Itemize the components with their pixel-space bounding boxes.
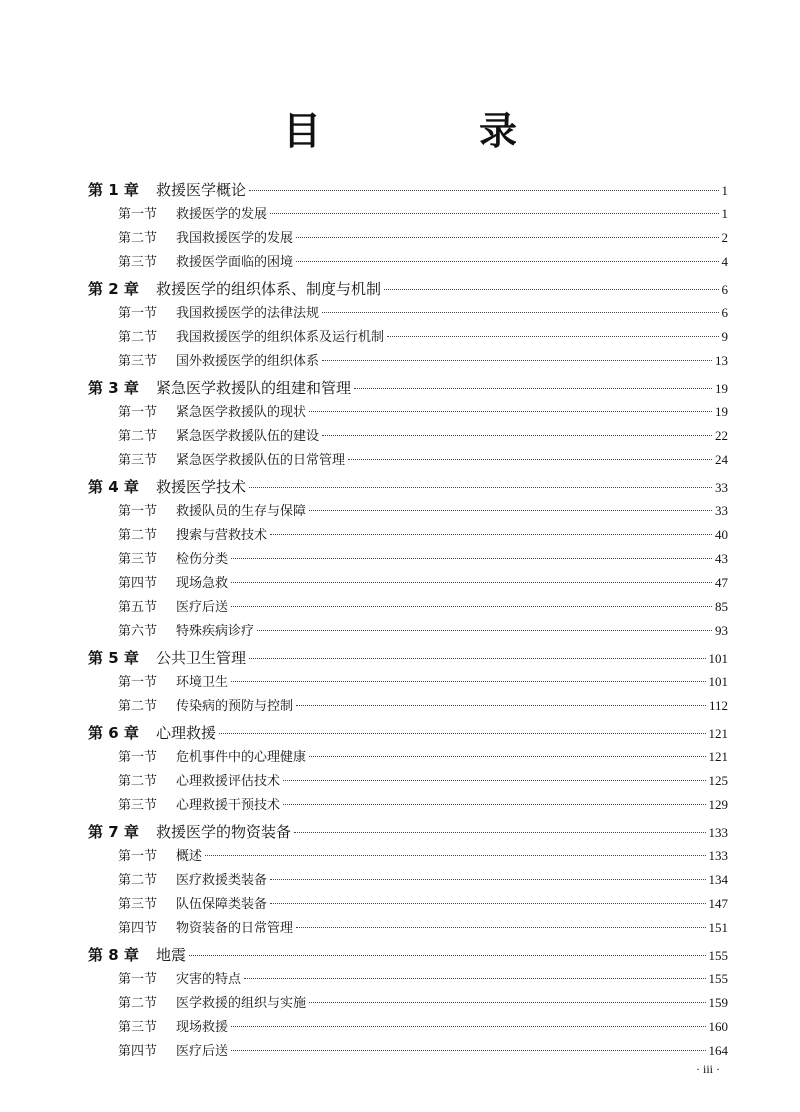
chapter-label (88, 377, 351, 398)
toc-section-entry[interactable] (88, 572, 728, 596)
section-page-number: 6 (721, 305, 728, 320)
section-title: 现场救援 (176, 1020, 229, 1035)
toc-section-entry[interactable] (88, 449, 728, 473)
chapter-number: 第 8 章 (88, 946, 139, 964)
section-title: 队伍保障类装备 (176, 897, 268, 912)
toc-section-entry[interactable] (88, 500, 728, 524)
chapter-label (88, 647, 246, 668)
toc-section-entry[interactable] (88, 746, 728, 770)
section-page-number: 121 (708, 749, 728, 764)
chapter-label (88, 179, 246, 200)
dot-leader (322, 312, 718, 313)
dot-leader (249, 487, 712, 488)
dot-leader (231, 582, 712, 583)
section-number: 第四节 (118, 576, 158, 591)
section-page-number: 129 (708, 797, 728, 812)
section-title: 紧急医学救援队的现状 (176, 405, 307, 420)
section-number: 第一节 (118, 405, 158, 420)
toc-section-entry[interactable] (88, 350, 728, 374)
dot-leader (205, 855, 705, 856)
section-title: 心理救援评估技术 (176, 774, 281, 789)
section-number: 第二节 (118, 231, 158, 246)
toc-chapter-entry[interactable] (88, 722, 728, 746)
toc-section-entry[interactable] (88, 326, 728, 350)
section-page-number: 134 (708, 872, 728, 887)
section-number: 第三节 (118, 453, 158, 468)
section-title: 环境卫生 (176, 675, 229, 690)
dot-leader (322, 435, 712, 436)
section-page-number: 43 (715, 551, 728, 566)
section-label (118, 917, 293, 936)
dot-leader (296, 237, 718, 238)
section-title: 救援医学面临的困境 (176, 255, 294, 270)
section-number: 第二节 (118, 699, 158, 714)
dot-leader (294, 832, 705, 833)
dot-leader (309, 510, 712, 511)
section-number: 第四节 (118, 921, 158, 936)
toc-section-entry[interactable] (88, 548, 728, 572)
dot-leader (296, 261, 718, 262)
dot-leader (296, 927, 705, 928)
section-number: 第二节 (118, 429, 158, 444)
section-title: 医疗后送 (176, 1044, 229, 1059)
section-page-number: 125 (708, 773, 728, 788)
section-label (118, 500, 306, 519)
chapter-label (88, 476, 246, 497)
section-title: 国外救援医学的组织体系 (176, 354, 320, 369)
section-title: 医疗救援类装备 (176, 873, 268, 888)
section-number: 第三节 (118, 798, 158, 813)
dot-leader (270, 213, 718, 214)
section-label (118, 695, 293, 714)
section-label (118, 869, 267, 888)
section-title: 传染病的预防与控制 (176, 699, 294, 714)
section-label (118, 425, 319, 444)
section-page-number: 9 (721, 329, 728, 344)
section-label (118, 968, 241, 987)
toc-section-entry[interactable] (88, 620, 728, 644)
section-number: 第三节 (118, 354, 158, 369)
section-number: 第四节 (118, 1044, 158, 1059)
section-title: 紧急医学救援队伍的建设 (176, 429, 320, 444)
dot-leader (270, 903, 705, 904)
section-page-number: 85 (715, 599, 728, 614)
toc-section-entry[interactable] (88, 794, 728, 818)
toc-section-entry[interactable] (88, 302, 728, 326)
section-page-number: 159 (708, 995, 728, 1010)
section-label (118, 1040, 228, 1059)
toc-chapter-entry[interactable] (88, 647, 728, 671)
chapter-page-number: 33 (715, 480, 728, 495)
chapter-page-number: 133 (708, 825, 728, 840)
chapter-page-number: 155 (708, 948, 728, 963)
chapter-number: 第 3 章 (88, 379, 139, 397)
section-label (118, 548, 228, 567)
chapter-title: 救援医学概论 (156, 181, 247, 199)
section-page-number: 24 (715, 452, 728, 467)
dot-leader (387, 336, 718, 337)
page-number: · iii · (696, 1062, 720, 1076)
dot-leader (257, 630, 712, 631)
toc-section-entry[interactable] (88, 1016, 728, 1040)
section-number: 第一节 (118, 504, 158, 519)
toc-chapter-entry[interactable] (88, 821, 728, 845)
section-number: 第六节 (118, 624, 158, 639)
section-label (118, 1016, 228, 1035)
dot-leader (309, 411, 712, 412)
toc-chapter-entry[interactable] (88, 278, 728, 302)
dot-leader (348, 459, 712, 460)
section-number: 第一节 (118, 972, 158, 987)
chapter-number: 第 4 章 (88, 478, 139, 496)
dot-leader (283, 780, 705, 781)
toc-chapter-entry[interactable] (88, 377, 728, 401)
section-page-number: 13 (715, 353, 728, 368)
section-label (118, 620, 254, 639)
chapter-number: 第 6 章 (88, 724, 139, 742)
dot-leader (189, 955, 705, 956)
chapter-label (88, 821, 291, 842)
section-title: 危机事件中的心理健康 (176, 750, 307, 765)
toc-section-entry[interactable] (88, 251, 728, 275)
section-page-number: 151 (708, 920, 728, 935)
section-page-number: 101 (708, 674, 728, 689)
section-label (118, 992, 306, 1011)
section-number: 第二节 (118, 528, 158, 543)
section-title: 医学救援的组织与实施 (176, 996, 307, 1011)
toc-section-entry[interactable] (88, 203, 728, 227)
chapter-page-number: 19 (715, 381, 728, 396)
chapter-title: 地震 (156, 946, 187, 964)
section-number: 第三节 (118, 255, 158, 270)
chapter-number: 第 7 章 (88, 823, 139, 841)
section-title: 物资装备的日常管理 (176, 921, 294, 936)
dot-leader (231, 1050, 705, 1051)
toc-section-entry[interactable] (88, 968, 728, 992)
dot-leader (231, 681, 705, 682)
section-label (118, 572, 228, 591)
section-page-number: 160 (708, 1019, 728, 1034)
toc-chapter-entry[interactable] (88, 944, 728, 968)
dot-leader (309, 756, 705, 757)
section-title: 我国救援医学的法律法规 (176, 306, 320, 321)
toc-section-entry[interactable] (88, 893, 728, 917)
toc-section-entry[interactable] (88, 671, 728, 695)
section-title: 现场急救 (176, 576, 229, 591)
section-label (118, 350, 319, 369)
section-title: 灾害的特点 (176, 972, 242, 987)
section-number: 第二节 (118, 774, 158, 789)
section-label (118, 596, 228, 615)
section-number: 第五节 (118, 600, 158, 615)
section-title: 搜索与营救技术 (176, 528, 268, 543)
chapter-title: 紧急医学救援队的组建和管理 (156, 379, 352, 397)
dot-leader (354, 388, 712, 389)
section-title: 医疗后送 (176, 600, 229, 615)
section-page-number: 22 (715, 428, 728, 443)
section-page-number: 1 (721, 206, 728, 221)
toc-chapter-entry[interactable] (88, 476, 728, 500)
dot-leader (231, 558, 712, 559)
section-page-number: 2 (721, 230, 728, 245)
section-page-number: 155 (708, 971, 728, 986)
toc-section-entry[interactable] (88, 227, 728, 251)
toc-section-entry[interactable] (88, 869, 728, 893)
section-label (118, 251, 293, 270)
toc-section-entry[interactable] (88, 917, 728, 941)
section-label (118, 227, 293, 246)
chapter-number: 第 5 章 (88, 649, 139, 667)
chapter-page-number: 1 (721, 183, 728, 198)
section-page-number: 4 (721, 254, 728, 269)
section-label (118, 449, 345, 468)
section-title: 特殊疾病诊疗 (176, 624, 255, 639)
section-number: 第三节 (118, 552, 158, 567)
chapter-number: 第 1 章 (88, 181, 139, 199)
page-title: 目 录 (282, 109, 577, 153)
dot-leader (249, 190, 718, 191)
section-label (118, 203, 267, 222)
section-label (118, 401, 306, 420)
section-page-number: 164 (708, 1043, 728, 1058)
dot-leader (270, 534, 712, 535)
section-page-number: 147 (708, 896, 728, 911)
section-label (118, 326, 384, 345)
dot-leader (231, 606, 712, 607)
chapter-page-number: 121 (708, 726, 728, 741)
section-label (118, 794, 280, 813)
chapter-title: 公共卫生管理 (156, 649, 247, 667)
toc-section-entry[interactable] (88, 524, 728, 548)
section-number: 第三节 (118, 897, 158, 912)
dot-leader (249, 658, 705, 659)
chapter-title: 救援医学的物资装备 (156, 823, 292, 841)
section-number: 第一节 (118, 750, 158, 765)
section-title: 救援医学的发展 (176, 207, 268, 222)
chapter-label (88, 722, 216, 743)
dot-leader (270, 879, 705, 880)
toc-section-entry[interactable] (88, 845, 728, 869)
section-title: 我国救援医学的组织体系及运行机制 (176, 330, 385, 345)
chapter-label (88, 944, 186, 965)
section-number: 第一节 (118, 675, 158, 690)
dot-leader (322, 360, 712, 361)
section-label (118, 302, 319, 321)
toc-section-entry[interactable] (88, 992, 728, 1016)
chapter-page-number: 101 (708, 651, 728, 666)
toc-section-entry[interactable] (88, 596, 728, 620)
section-number: 第二节 (118, 873, 158, 888)
toc-section-entry[interactable] (88, 770, 728, 794)
section-title: 紧急医学救援队伍的日常管理 (176, 453, 346, 468)
section-number: 第二节 (118, 330, 158, 345)
section-page-number: 33 (715, 503, 728, 518)
section-label (118, 524, 267, 543)
chapter-title: 救援医学的组织体系、制度与机制 (156, 280, 382, 298)
section-label (118, 845, 202, 864)
section-label (118, 893, 267, 912)
section-title: 概述 (176, 849, 203, 864)
section-number: 第三节 (118, 1020, 158, 1035)
section-number: 第二节 (118, 996, 158, 1011)
dot-leader (244, 978, 705, 979)
section-label (118, 671, 228, 690)
section-number: 第一节 (118, 306, 158, 321)
section-page-number: 133 (708, 848, 728, 863)
chapter-title: 救援医学技术 (156, 478, 247, 496)
chapter-label (88, 278, 381, 299)
dot-leader (384, 289, 718, 290)
section-title: 救援队员的生存与保障 (176, 504, 307, 519)
section-label (118, 746, 306, 765)
section-number: 第一节 (118, 207, 158, 222)
chapter-number: 第 2 章 (88, 280, 139, 298)
dot-leader (309, 1002, 705, 1003)
dot-leader (231, 1026, 705, 1027)
section-page-number: 112 (708, 698, 728, 713)
table-of-contents (88, 176, 728, 1064)
section-page-number: 47 (715, 575, 728, 590)
chapter-page-number: 6 (721, 282, 728, 297)
dot-leader (296, 705, 706, 706)
toc-section-entry[interactable] (88, 425, 728, 449)
section-page-number: 19 (715, 404, 728, 419)
section-title: 检伤分类 (176, 552, 229, 567)
toc-section-entry[interactable] (88, 695, 728, 719)
section-title: 我国救援医学的发展 (176, 231, 294, 246)
section-page-number: 40 (715, 527, 728, 542)
toc-section-entry[interactable] (88, 1040, 728, 1064)
section-page-number: 93 (715, 623, 728, 638)
section-label (118, 770, 280, 789)
toc-section-entry[interactable] (88, 401, 728, 425)
dot-leader (283, 804, 705, 805)
section-number: 第一节 (118, 849, 158, 864)
section-title: 心理救援干预技术 (176, 798, 281, 813)
dot-leader (219, 733, 705, 734)
chapter-title: 心理救援 (156, 724, 217, 742)
toc-chapter-entry[interactable] (88, 179, 728, 203)
